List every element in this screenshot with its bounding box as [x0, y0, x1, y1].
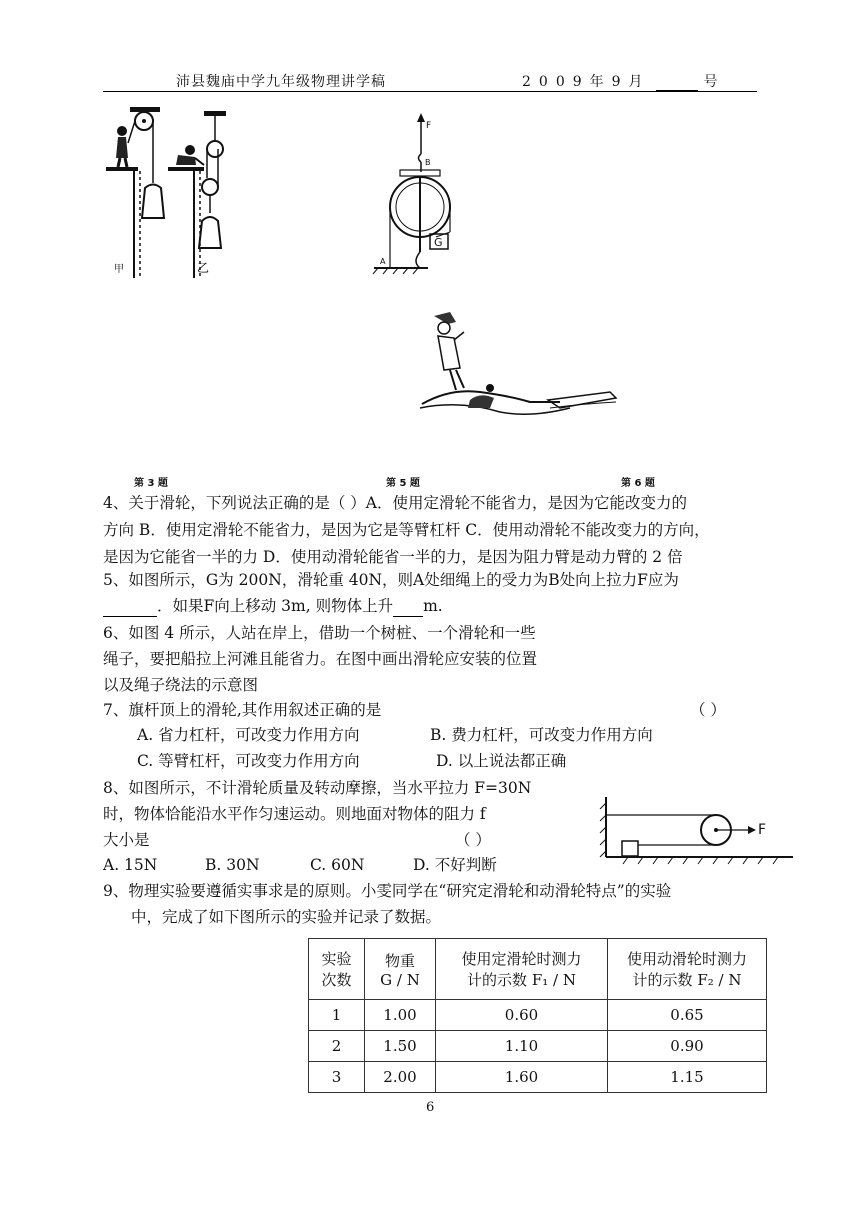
q8-line-2: 时，物体恰能沿水平作匀速运动。则地面对物体的阻力 f [103, 805, 486, 823]
table-cell: 0.60 [436, 1000, 608, 1031]
table-cell: 0.65 [608, 1000, 767, 1031]
figure-q5-movable-pulley [368, 112, 458, 277]
table-header-movable-pulley: 使用动滑轮时测力 计的示数 F₂ / N [608, 939, 767, 1000]
q8-line-3: 大小是 [103, 831, 150, 849]
table-row [309, 1000, 767, 1031]
q8-option-d: D. 不好判断 [413, 856, 497, 874]
table-cell: 2.00 [365, 1062, 436, 1093]
table-cell: 1 [309, 1000, 365, 1031]
figure-q8-horizontal-pulley [598, 795, 798, 867]
q6-line-1: 6、如图 4 所示，人站在岸上，借助一个树桩、一个滑轮和一些 [103, 624, 536, 642]
q7-option-a: A. 省力杠杆，可改变力作用方向 [137, 726, 360, 744]
figure-caption-q5: 第 5 题 [386, 478, 420, 489]
figure-q5-label-B: B [425, 158, 431, 167]
header-title: 沛县魏庙中学九年级物理讲学稿 [176, 74, 386, 90]
figure-q5-label-G: G [434, 236, 443, 249]
q8-option-a: A. 15N [103, 856, 158, 874]
q8-line-1: 8、如图所示，不计滑轮质量及转动摩擦，当水平拉力 F=30N [103, 779, 532, 797]
table-header-weight: 物重 G / N [365, 939, 436, 1000]
q8-option-c: C. 60N [310, 856, 365, 874]
table-header-row [309, 939, 767, 1000]
table-row [309, 1062, 767, 1093]
q5-blank-force[interactable] [103, 600, 157, 617]
table-row [309, 1031, 767, 1062]
table-cell: 1.00 [365, 1000, 436, 1031]
q4-line-3: 是因为它能省一半的力 D．使用动滑轮能省一半的力，是因为阻力臂是动力臂的 2 倍 [103, 548, 683, 566]
figure-q5-label-A: A [380, 257, 386, 266]
figure-q3-label-b: 乙 [197, 261, 210, 275]
table-cell: 1.10 [436, 1031, 608, 1062]
q7-option-d: D. 以上说法都正确 [436, 752, 567, 770]
header-rule [103, 91, 757, 92]
table-cell: 2 [309, 1031, 365, 1062]
figure-q5-label-F: F [426, 121, 432, 131]
table-header-trial: 实验 次数 [309, 939, 365, 1000]
table-cell: 1.60 [436, 1062, 608, 1093]
q5-line-2 [103, 595, 443, 617]
header-issue-suffix: 号 [703, 74, 719, 90]
q6-line-2: 绳子，要把船拉上河滩且能省力。在图中画出滑轮应安装的位置 [103, 650, 538, 668]
q4-line-1: 4、关于滑轮，下列说法正确的是（ ）A．使用定滑轮不能省力，是因为它能改变力的 [103, 494, 687, 512]
page-number: 6 [426, 1100, 435, 1115]
q5-blank-distance[interactable] [393, 600, 423, 617]
figure-caption-q6: 第 6 题 [621, 478, 655, 489]
figure-caption-q3: 第 3 题 [134, 478, 168, 489]
q7-option-c: C. 等臂杠杆，可改变力作用方向 [137, 752, 360, 770]
q8-option-b: B. 30N [205, 856, 260, 874]
table-cell: 0.90 [608, 1031, 767, 1062]
q9-line-2: 中，完成了如下图所示的实验并记录了数据。 [131, 908, 442, 926]
q4-line-2: 方向 B．使用定滑轮不能省力，是因为它是等臂杠杆 C．使用动滑轮不能改变力的方向， [103, 521, 710, 539]
q5-line-1: 5、如图所示，G为 200N，滑轮重 40N，则A处细绳上的受力为B处向上拉力F应为 [103, 571, 679, 589]
table-cell: 3 [309, 1062, 365, 1093]
q5-line-2-text-a: ．如果F向上移动 3m, 则物体上升 [157, 597, 394, 615]
table-cell: 1.15 [608, 1062, 767, 1093]
q7-option-b: B. 费力杠杆，可改变力作用方向 [430, 726, 653, 744]
header-issue-blank [656, 76, 698, 91]
header-date-text: 2009年9月 [522, 74, 651, 90]
header-date [522, 71, 718, 91]
experiment-data-table [308, 938, 767, 1093]
figure-q3-pulleys [100, 103, 240, 278]
table-header-fixed-pulley: 使用定滑轮时测力 计的示数 F₁ / N [436, 939, 608, 1000]
q7-answer-paren[interactable]: （ ） [690, 701, 726, 719]
q6-line-3: 以及绳子绕法的示意图 [103, 676, 259, 694]
figure-q8-label-F: F [758, 822, 767, 838]
table-cell: 1.50 [365, 1031, 436, 1062]
q5-line-2-text-b: m. [423, 597, 443, 615]
q7-stem: 7、旗杆顶上的滑轮,其作用叙述正确的是 [103, 701, 382, 719]
figure-q6-boat-on-shore [420, 308, 620, 423]
q8-answer-paren[interactable]: （ ） [455, 831, 491, 849]
q9-line-1: 9、物理实验要遵循实事求是的原则。小雯同学在“研究定滑轮和动滑轮特点”的实验 [103, 882, 672, 900]
figure-q3-label-a: 甲 [114, 264, 124, 275]
